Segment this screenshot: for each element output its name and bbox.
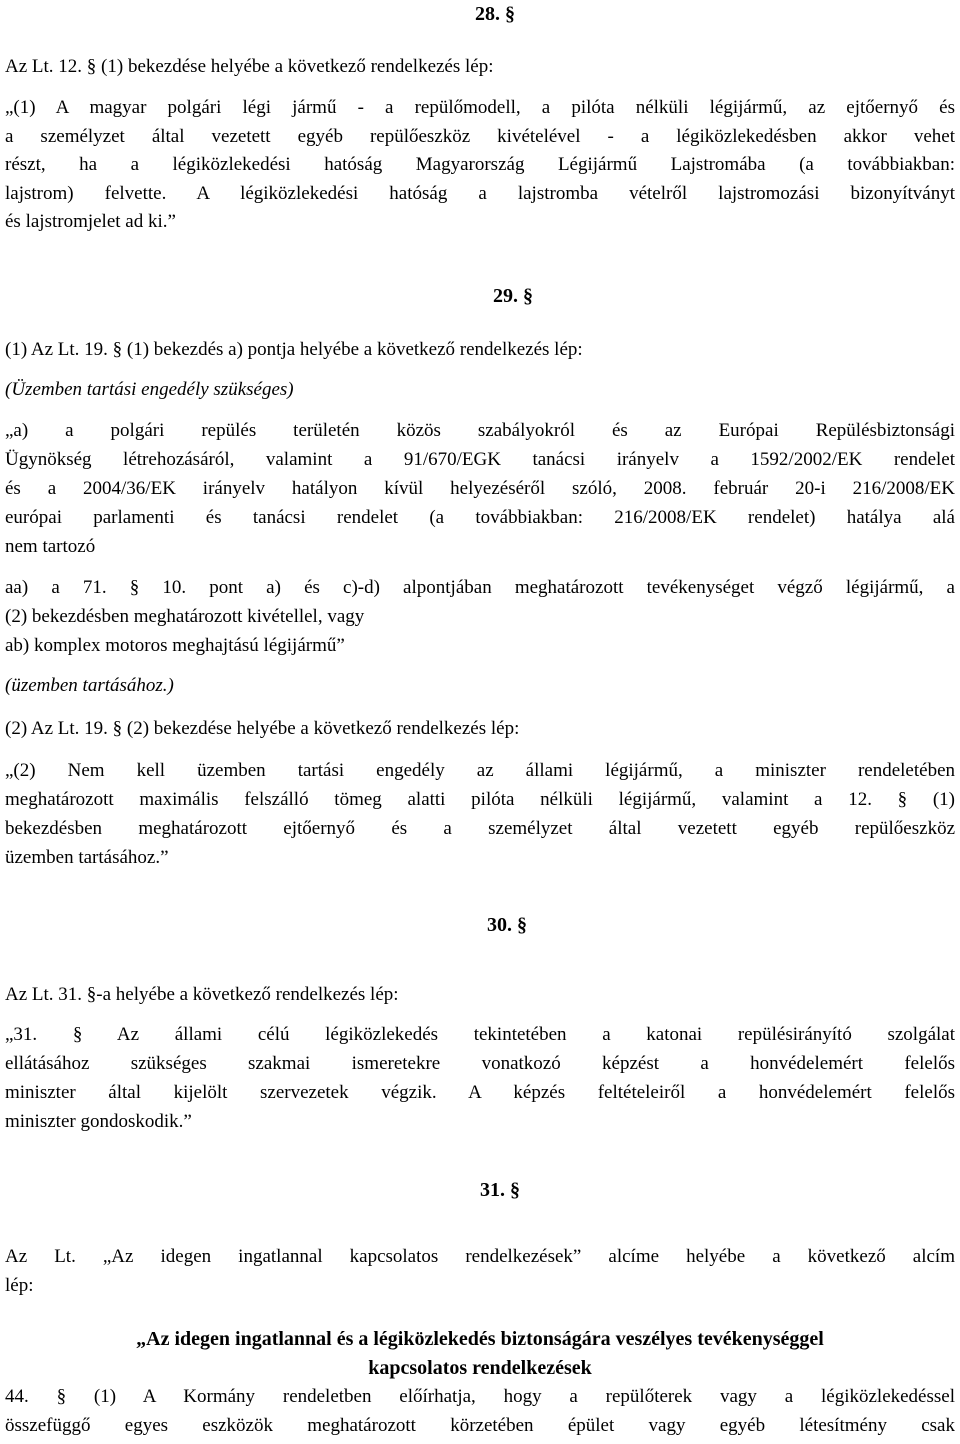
paragraph-line: ellátásához szükséges szakmai ismeretekre vonatkozó képzést a honvédelemért felelős [5,1053,955,1074]
paragraph-line: „a) a polgári repülés területén közös szabályokról és az Európai Repülésbiztonsági [5,420,955,441]
paragraph-line: Ügynökség létrehozásáról, valamint a 91/670/EGK tanácsi irányelv a 1592/2002/EK rendelet [5,449,955,470]
paragraph-line: (Üzemben tartási engedély szükséges) [5,379,294,400]
paragraph-line: miniszter gondoskodik.” [5,1111,192,1132]
paragraph-line: a személyzet által vezetett egyéb repülőeszköz kivételével - a légiközlekedésben akkor vehet [5,126,955,147]
paragraph-line: lép: [5,1275,34,1296]
paragraph-line: (1) Az Lt. 19. § (1) bekezdés a) pontja helyébe a következő rendelkezés lép: [5,339,583,360]
section-heading-30: 30. § [487,914,527,936]
paragraph-line: nem tartozó [5,536,96,557]
section-heading-29: 29. § [493,285,533,307]
paragraph-line: Az Lt. 12. § (1) bekezdése helyébe a következő rendelkezés lép: [5,56,494,77]
paragraph-line: európai parlamenti és tanácsi rendelet (a továbbiakban: 216/2008/EK rendelet) hatálya alá [5,507,955,528]
paragraph-line: lajstrom) felvette. A légiközlekedési hatóság a lajstromba vételről lajstromozási bizonyítványt [5,183,955,204]
paragraph-line: Az Lt. 31. §-a helyébe a következő rendelkezés lép: [5,984,399,1005]
paragraph-line: (2) Az Lt. 19. § (2) bekezdése helyébe a következő rendelkezés lép: [5,718,520,739]
paragraph-line: meghatározott maximális felszálló tömeg alatti pilóta nélküli légijármű, valamint a 12. § (1) [5,789,955,810]
paragraph-line: (üzemben tartásához.) [5,675,174,696]
paragraph-line: ab) komplex motoros meghajtású légijármű” [5,635,345,656]
paragraph-line: részt, ha a légiközlekedési hatóság Magyarország Légijármű Lajstromába (a továbbiakban: [5,154,955,175]
paragraph-line: és lajstromjelet ad ki.” [5,211,176,232]
paragraph-line: „(1) A magyar polgári légi jármű - a repülőmodell, a pilóta nélküli légijármű, az ejtőernyő és [5,97,955,118]
section-heading-31: 31. § [480,1179,520,1201]
paragraph-line: 44. § (1) A Kormány rendeletben előírhatja, hogy a repülőterek vagy a légiközlekedéssel [5,1386,955,1407]
paragraph-line: bekezdésben meghatározott ejtőernyő és a személyzet által vezetett egyéb repülőeszköz [5,818,955,839]
paragraph-line: aa) a 71. § 10. pont a) és c)-d) alpontjában meghatározott tevékenységet végző légijármű, a [5,577,955,598]
paragraph-line: (2) bekezdésben meghatározott kivétellel, vagy [5,606,365,627]
subtitle-heading: kapcsolatos rendelkezések [368,1357,592,1379]
paragraph-line: „(2) Nem kell üzemben tartási engedély az állami légijármű, a miniszter rendeletében [5,760,955,781]
section-heading-28: 28. § [475,3,515,25]
paragraph-line: és a 2004/36/EK irányelv hatályon kívül helyezéséről szóló, 2008. február 20-i 216/2008/EK [5,478,955,499]
paragraph-line: összefüggő egyes eszközök meghatározott körzetében épület vagy egyéb létesítmény csak [5,1415,955,1436]
paragraph-line: Az Lt. „Az idegen ingatlannal kapcsolatos rendelkezések” alcíme helyébe a következő alcím [5,1246,955,1267]
paragraph-line: üzemben tartásához.” [5,847,169,868]
subtitle-heading: „Az idegen ingatlannal és a légiközlekedés biztonságára veszélyes tevékenységgel [136,1328,824,1350]
paragraph-line: „31. § Az állami célú légiközlekedés tekintetében a katonai repülésirányító szolgálat [5,1024,955,1045]
paragraph-line: miniszter által kijelölt szervezetek végzik. A képzés feltételeiről a honvédelemért felelős [5,1082,955,1103]
